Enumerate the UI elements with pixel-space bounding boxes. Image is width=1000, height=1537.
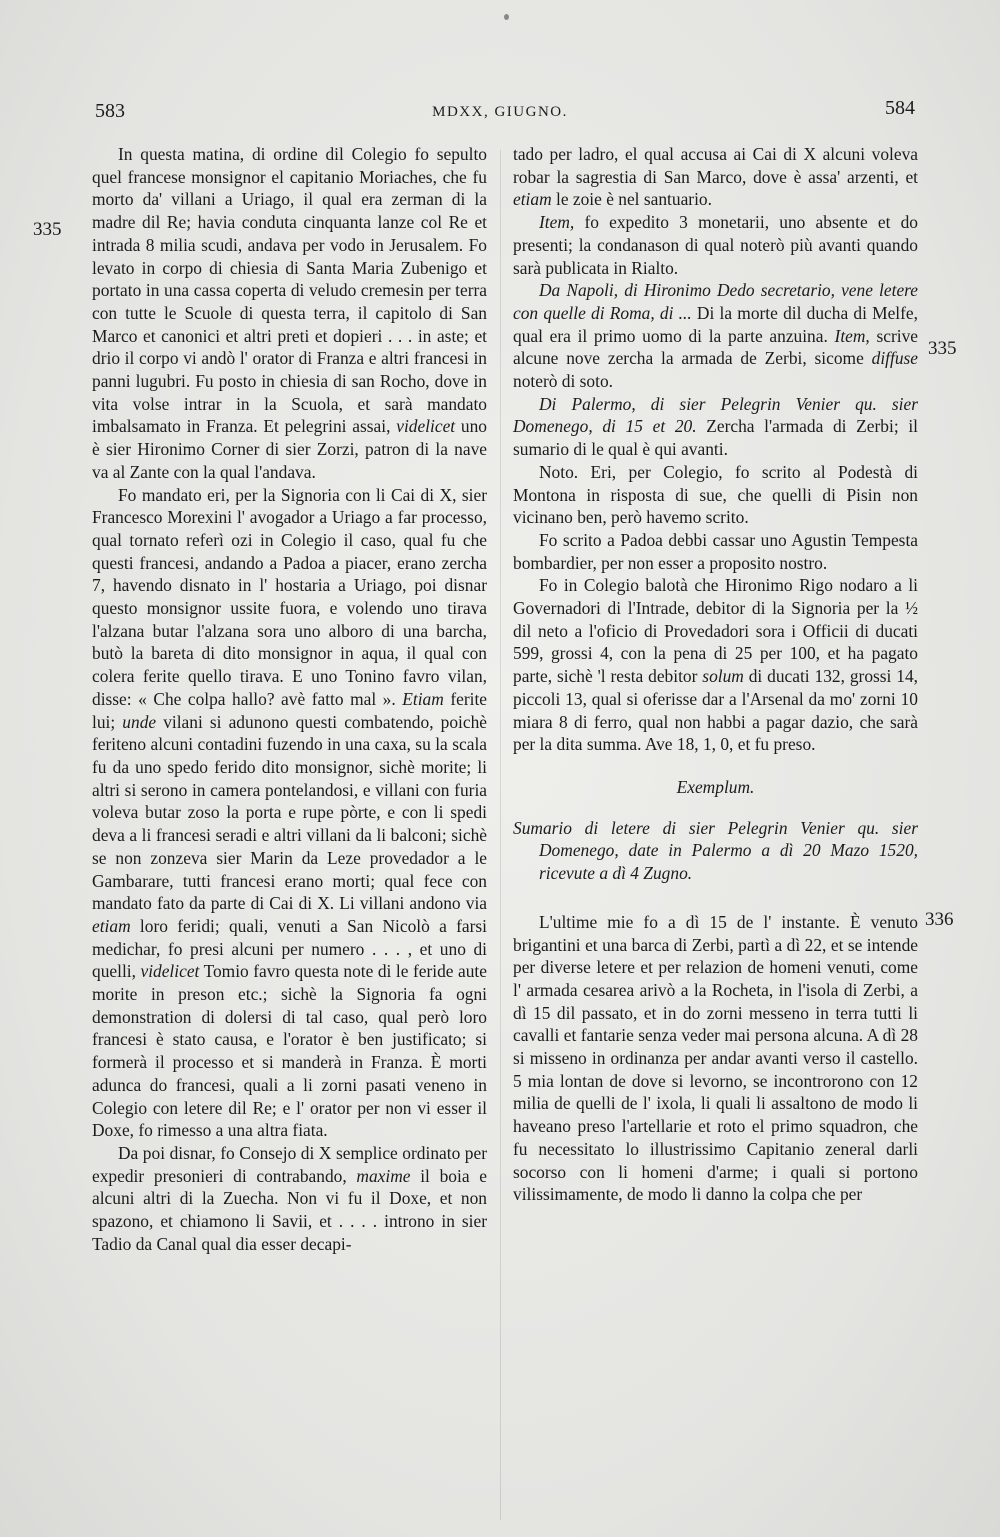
paragraph: Fo mandato eri, per la Signoria con li Cai di X, sier Francesco Morexini l' avogador a Uriago a far processo, qual tornato referì ozi in Colegio il caso, qual fu che questi francesi, andando a Padoa a piacer, erano zercha 7, havendo disnato in l' hostaria a Uriago, poi disnar questo monsignor ussite fuora, e volendo uno tirava l'alzana butar l'alzana sora uno alboro di una barcha, butò la bareta di dito monsignor in aqua, il qual con colera ferite quello tirava. E uno Tonino favro vilan, disse: « Che colpa hallo? avè fatto mal ». Etiam ferite lui; unde vilani si adunono questi combatendo, poichè feriteno alcuni contadini fuzendo in una caxa, su la scala fu da uno spedo ferido dito monsignor, sichè morite; li altri si serono in camera pontelandosi, e villani con furia voleva butar zoso la porta e rupe pòrte, e con li spedi deva a li francesi seradi e altri villani da li balconi; sichè se non zonzeva sier Marin da Leze provedador a le Gambarare, tutti francesi erano morti; qual fece con mandato fato da parte di Cai di X. Li villani andono via etiam loro feridi; quali, venuti a San Nicolò a farsi medichar, fo presi alcuni per numero . . . , et uno di quelli, videlicet Tomio favro questa note di le feride aute morite in preson etc.; sichè la Signoria fa ogni demonstration di dolersi di tal caso, qual però loro francesi è stato causa, e l'orator è ben justificato; si formerà il processo et si manderà in Franza. È morti adunca do francesi, quali a li zorni pasati veneno in Colegio con letere dil Re; e l' orator per non vi esser il Doxe, fo rimesso a una altra fiata. xyxy=(92,484,487,1141)
page-number-left: 583 xyxy=(95,100,125,122)
section-heading: Exemplum. xyxy=(676,776,755,797)
running-title: MDXX, GIUGNO. xyxy=(432,104,568,120)
paragraph: Da poi disnar, fo Consejo di X semplice ordinato per expedir presonieri di contrabando, maxime il boia e alcuni altri di la Zuecha. Non vi fu il Doxe, et non spazono, et chiamono li Savii, et . . . . introno in sier Tadio da Canal qual dia esser decapi- xyxy=(92,1142,487,1254)
column-divider xyxy=(500,150,501,1520)
paragraph: Di Palermo, di sier Pelegrin Venier qu. sier Domenego, di 15 et 20. Zercha l'armada di Zerbi; il sumario di le qual è qui avanti. xyxy=(513,393,918,460)
page-number-right: 584 xyxy=(885,97,915,119)
paragraph: Noto. Eri, per Colegio, fo scrito al Podestà di Montona in risposta di sue, che quelli di Pisin non vicinano ben, però havemo scrito. xyxy=(513,461,918,528)
right-column xyxy=(513,143,918,1206)
ink-speck xyxy=(504,14,509,20)
page-header xyxy=(0,97,1000,130)
margin-number-right-336: 336 xyxy=(925,909,954,930)
margin-number-right-335: 335 xyxy=(928,338,957,359)
left-column xyxy=(92,143,487,1255)
summary-heading: Sumario di letere di sier Pelegrin Venier qu. sier Domenego, date in Palermo a dì 20 Mazo 1520, ricevute a dì 4 Zugno. xyxy=(513,817,918,884)
paragraph: Fo in Colegio balotà che Hironimo Rigo nodaro a li Governadori di l'Intrade, debitor di la Signoria per la ½ dil neto a l'oficio di Provedadori sora i Officii di ducati 599, grossi 4, con la pena di 25 per 100, et ha pagato parte, sichè 'l resta debitor solum di ducati 132, grossi 14, piccoli 13, qual si oferisse dar a l'Arsenal da mo' zorni 10 miara 8 di ferro, qual non habbi a pagar dazio, che sarà per la dita summa. Ave 18, 1, 0, et fu preso. xyxy=(513,575,918,755)
paragraph: Item, fo expedito 3 monetarii, uno absente et do presenti; la condanason di qual noterò più avanti quando sarà publicata in Rialto. xyxy=(513,212,918,278)
paragraph: Da Napoli, di Hironimo Dedo secretario, vene letere con quelle di Roma, di ... Di la morte dil ducha di Melfe, qual era il primo uomo di la parte anzuina. Item, scrive alcune nove zercha la armada de Zerbi, sicome diffuse noterò di soto. xyxy=(513,280,919,392)
paragraph: tado per ladro, el qual accusa ai Cai di X alcuni voleva robar la sagrestia di San Marco, dove è assa' arzenti, et etiam le zoie è nel santuario. xyxy=(513,144,918,210)
margin-number-left: 335 xyxy=(33,219,62,240)
paragraph: Fo scrito a Padoa debbi cassar uno Agustin Tempesta bombardier, per non esser a proposito nostro. xyxy=(513,529,918,573)
paragraph: In questa matina, di ordine dil Colegio fo sepulto quel francese monsignor el capitanio Moriaches, che fu morto da' villani a Uriago, il qual era zerman di la madre dil Re; havia conduta cinquanta lanze col Re et intrada 8 milia scudi, andava per vodo in Jerusalem. Fo levato in corpo di chiesia di Santa Maria Zubenigo et portato in una cassa coperta di veludo cremesin per terra con tutte le Scuole di questa terra, il capitolo di San Marco et canonici et altri preti et dopieri . . . in aste; et drio il corpo vi andò l' orator di Franza e altri francesi in panni lugubri. Fu posto in chiesia di san Rocho, dove in vita volse intrar in la Scuola, et sarà mandato imbalsamato in Franza. Et pelegrini assai, videlicet uno è sier Hironimo Corner di sier Zorzi, patron di la nave va al Zante con la qual l'andava. xyxy=(92,144,488,482)
paragraph: L'ultime mie fo a dì 15 de l' instante. È venuto brigantini et una barca di Zerbi, partì a dì 22, et se intende per diverse letere et per relazion de homeni venuti, come l' armada cesarea arivò a la Rocheta, in l'isola di Zerbi, a dì 15 dil passato, et in do zorni messeno in terra tutti li cavalli et fantarie senza veder mai persona alcuna. A dì 28 si misseno in ordinanza per andar avanti verso il castello. 5 mia lontan de dove si levorno, se incontrorono con 12 milia de quelli de l' ixola, li quali li assaltono de modo li haveano preso l'artellarie et roto el primo squadron, che fu necessitato lo illustrissimo Capitanio zeneral darli socorso con li homeni d'arme; i quali si portono vilissimamente, de modo li danno la colpa che per xyxy=(513,911,918,1205)
